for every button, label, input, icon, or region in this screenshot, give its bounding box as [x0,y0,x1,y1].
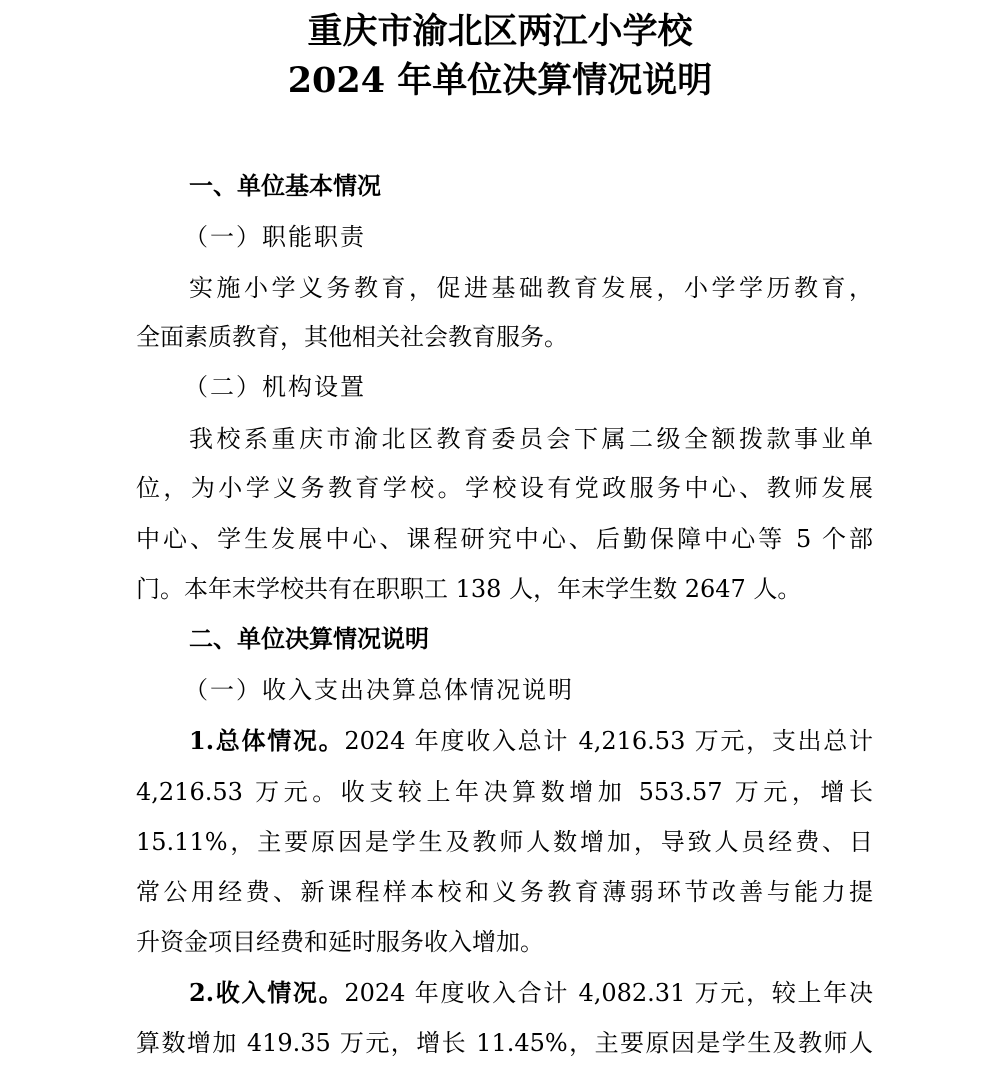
section-heading-final-accounts: 二、单位决算情况说明 [189,624,429,653]
paragraph-line-text: 2024 年度收入合计 4,082.31 万元，较上年决 [344,979,873,1007]
subheading-income-expense-overview: （一）收入支出决算总体情况说明 [184,676,574,704]
paragraph-lead-overall: 1.总体情况。 [189,726,345,755]
paragraph-line: 我校系重庆市渝北区教育委员会下属二级全额拨款事业单 [189,425,873,453]
paragraph-line: 常公用经费、新课程样本校和义务教育薄弱环节改善与能力提 [136,878,873,906]
paragraph-line: 中心、学生发展中心、课程研究中心、后勤保障中心等 5 个部 [136,525,873,553]
paragraph-line [189,726,873,756]
paragraph-line: 4,216.53 万元。收支较上年决算数增加 553.57 万元，增长 [136,778,873,806]
paragraph-line [189,978,873,1008]
paragraph-line: 位，为小学义务教育学校。学校设有党政服务中心、教师发展 [136,474,873,502]
document-title-line-1: 重庆市渝北区两江小学校 [307,11,693,52]
paragraph-line: 全面素质教育，其他相关社会教育服务。 [136,323,568,351]
section-heading-basic-info: 一、单位基本情况 [189,171,381,200]
subheading-functions: （一）职能职责 [184,223,366,251]
paragraph-line: 算数增加 419.35 万元，增长 11.45%，主要原因是学生及教师人 [136,1029,873,1057]
paragraph-line: 实施小学义务教育，促进基础教育发展，小学学历教育， [189,274,873,302]
paragraph-line-text: 2024 年度收入总计 4,216.53 万元，支出总计 [344,727,873,755]
paragraph-line: 门。本年末学校共有在职职工 138 人，年末学生数 2647 人。 [136,575,802,603]
paragraph-line: 15.11%，主要原因是学生及教师人数增加，导致人员经费、日 [136,828,873,856]
paragraph-line: 升资金项目经费和延时服务收入增加。 [136,928,544,956]
document-title-line-2: 2024 年单位决算情况说明 [287,60,713,101]
paragraph-lead-income: 2.收入情况。 [189,978,345,1007]
subheading-organization: （二）机构设置 [184,373,366,401]
